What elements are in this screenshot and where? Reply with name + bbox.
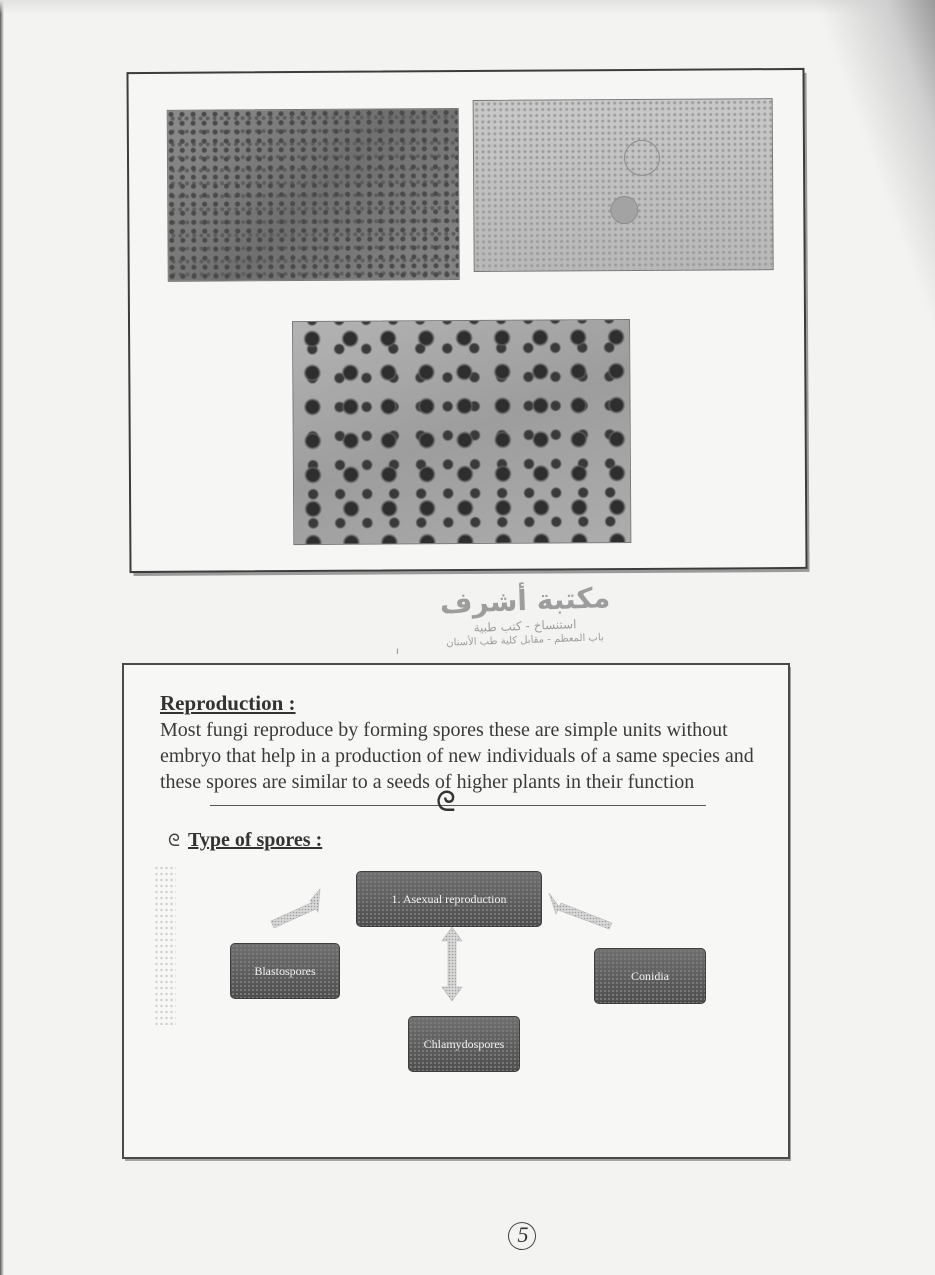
page-binding-edge — [0, 0, 4, 1275]
micrograph-cell-image — [473, 98, 774, 272]
reproduction-section — [122, 663, 790, 1159]
reproduction-heading: Reproduction : — [160, 691, 296, 715]
micrograph-cell-nucleus — [610, 196, 638, 224]
reproduction-paragraph: Most fungi reproduce by forming spores these are simple units without embryo that help in a production of new individuals of a same species and these spores are similar to a seeds of higher plants in their function — [160, 719, 754, 793]
stamp-address: باب المعظم - مقابل كلية طب الأسنان — [446, 632, 604, 649]
page-number-circle — [504, 1218, 540, 1254]
micrograph-hyphae-image — [167, 108, 460, 282]
library-stamp — [396, 581, 640, 664]
asexual-reproduction-box: 1. Asexual reproduction — [356, 871, 542, 927]
arrow-to-chlamydospores — [442, 927, 462, 1001]
page-number-value: 5 — [517, 1222, 529, 1247]
arrow-to-blastospores — [271, 889, 320, 928]
stamp-title: مكتبة أشرف — [439, 581, 611, 620]
ornament-icon: ᘓ — [168, 831, 180, 851]
conidia-box: Conidia — [594, 948, 706, 1004]
micrograph-frame — [126, 68, 807, 573]
stamp-subtitle: استنساخ - كتب طبية — [473, 617, 577, 635]
chlamydospores-box: Chlamydospores — [408, 1016, 520, 1072]
micrograph-spores-image — [292, 319, 631, 545]
blastospores-box: Blastospores — [230, 943, 340, 999]
arrow-to-conidia — [549, 893, 612, 929]
subheading-label: Type of spores : — [187, 829, 323, 851]
stray-mark: ı — [396, 646, 399, 657]
page-curl-shadow — [795, 0, 935, 360]
micrograph-cell-outline — [624, 140, 660, 176]
page-number — [506, 1218, 540, 1252]
handwritten-curl-icon: ᘓ — [436, 785, 456, 818]
